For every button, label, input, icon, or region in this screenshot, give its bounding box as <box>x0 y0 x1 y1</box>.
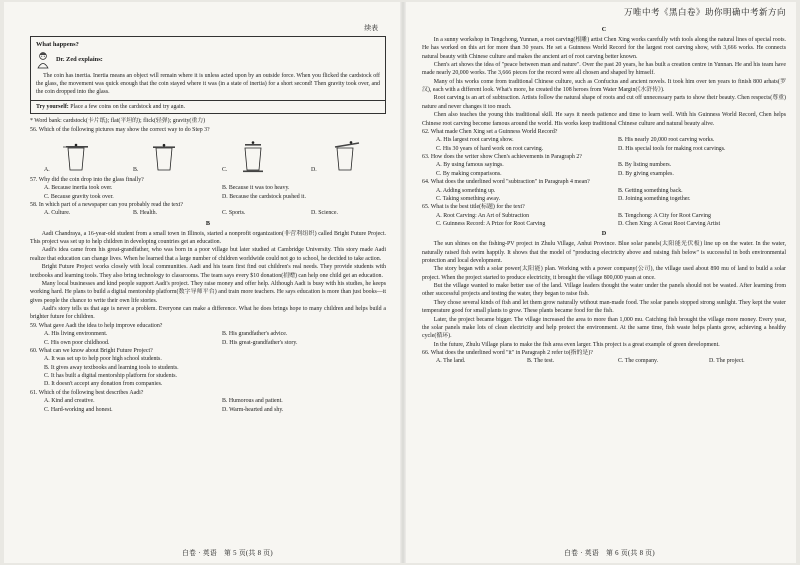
question-61: 61. Which of the following best describes Aadi? <box>30 389 144 396</box>
passage-c-paragraph: Root carving is an art of subtraction. Artists follow the natural shape of roots and cut off unnecessary parts to show their beauty. Chen respects(尊重) nature and never changes it too much. <box>422 95 786 110</box>
q66-option-d[interactable]: D. The project. <box>709 358 745 365</box>
continued-label: 续表 <box>364 25 378 32</box>
q63-options <box>422 161 786 178</box>
passage-d-paragraph: But the village wanted to make better use of the land. Village leaders thought the water under the panels should not be wasted. After learning from other successful projects and testing the water, they began to raise fish. <box>422 283 786 298</box>
q56-pictures <box>30 136 386 174</box>
option-label: C. <box>222 166 228 173</box>
q59-option-d[interactable]: D. His great-grandfather's story. <box>222 339 298 346</box>
q59-option-b[interactable]: B. His grandfather's advice. <box>222 331 288 338</box>
q65-option-a[interactable]: A. Root Carving: An Art of Subtraction <box>436 212 530 219</box>
option-label: D. <box>311 166 317 173</box>
q60-option-c[interactable]: C. It has built a digital mentorship platform for students. <box>44 373 178 380</box>
q66-options <box>422 357 786 365</box>
dr-zed-label: Dr. Zed explains: <box>56 56 103 64</box>
q58-option-b[interactable]: B. Health. <box>133 210 158 217</box>
q62-option-a[interactable]: A. His largest root carving show. <box>436 137 514 144</box>
question-56: 56. Which of the following pictures may show the correct way to do Step 3? <box>30 126 210 133</box>
q56-option-a[interactable] <box>30 140 119 174</box>
passage-b-paragraph: Aadi Chandraya, a 16-year-old student from a small town in Illinois, started a nonprofit organization(非营利组织) called Bright Future Project. This project was set up to help children in developing countries get an education. <box>30 230 386 246</box>
q61-option-b[interactable]: B. Humorous and patient. <box>222 398 283 405</box>
inertia-explanation: The coin has inertia. Inertia means an object will remain where it is unless acted upon by an outside force. When you flicked the cardstock off the glass, the movement was quick enough that the coin stayed where it was (in a state of inertia) for a short second! Then gravity took over, and the coin dropped into the glass. <box>36 72 380 96</box>
q62-option-c[interactable]: C. His 30 years of hard work on root carving. <box>436 145 544 152</box>
q57-option-c[interactable]: C. Because gravity took over. <box>44 193 114 200</box>
question-60: 60. What can we know about Bright Future Project? <box>30 347 153 354</box>
left-column <box>30 24 386 414</box>
q57-option-b[interactable]: B. Because it was too heavy. <box>222 185 290 192</box>
q64-options <box>422 187 786 204</box>
section-b-label: B <box>205 219 211 227</box>
page-6-footer: 白卷 · 英语 第 6 页(共 8 页) <box>564 550 655 557</box>
q58-option-a[interactable]: A. Culture. <box>44 210 71 217</box>
question-62: 62. What made Chen Xing set a Guinness World Record? <box>422 128 558 135</box>
q66-option-b[interactable]: B. The test. <box>527 358 555 365</box>
question-66: 66. What does the underlined word "it" in Paragraph 2 refer to(指的是)? <box>422 350 593 357</box>
q58-options <box>30 209 386 217</box>
box-title: What happens? <box>36 40 79 48</box>
q61-options <box>30 397 386 414</box>
try-yourself-line <box>31 100 385 113</box>
exam-sheet <box>4 2 796 563</box>
q58-option-d[interactable]: D. Science. <box>311 210 338 217</box>
q65-options <box>422 212 786 229</box>
q63-option-a[interactable]: A. By using famous sayings. <box>436 162 504 169</box>
q63-option-c[interactable]: C. By making comparisons. <box>436 170 502 177</box>
passage-d-paragraph: Later, the project became bigger. The village increased the area to more than 1,000 mu. Catching fish brought the village more money. Every year, the solar panels make lots of clean electricity and help protect the environment. At the same time, fish waste helps plants grow, achieving a healthy cycle(循环). <box>422 316 786 340</box>
q59-option-c[interactable]: C. His own poor childhood. <box>44 339 110 346</box>
passage-d-paragraph: The sun shines on the fishing-PV project in Zhulu Village, Anhui Province. Blue solar panels(太阳能光伏板) line up on the water. In the water, naturally raised fish swim happily. It shows that the model of "producing electricity above and raising fish below" is successful in both environmental protection and local development. <box>422 241 786 264</box>
passage-d-paragraph: In the future, Zhulu Village plans to make the fish area even larger. This project is a great example of green development. <box>433 341 720 348</box>
passage-b-paragraph: Aadi's idea came from his great-grandfather, who was born in a poor village but later studied at Cambridge University. This story made Aadi realize that education can change lives. When he learned that a large number of children worldwide could not go to school, he decided to take action. <box>30 247 386 262</box>
question-63: 63. How does the writer show Chen's achievements in Paragraph 2? <box>422 154 582 161</box>
passage-b-paragraph: Many local businesses and kind people support Aadi's project. They raise money and offer help. Although Aadi is busy with his studies, he keeps working hard. He plans to build a digital mentorship platform(数字导师平台) and train more teachers. He says education is more than just books—it gives people the chance to write their own life stories. <box>30 280 386 304</box>
q64-option-d[interactable]: D. Joining something together. <box>618 195 691 202</box>
try-label: Try yourself: <box>36 103 69 110</box>
q63-option-b[interactable]: B. By listing numbers. <box>618 162 672 169</box>
section-c-label: C <box>601 26 607 33</box>
right-column <box>422 24 786 366</box>
q65-option-d[interactable]: D. Chen Xing: A Great Root Carving Artist <box>618 221 721 228</box>
q58-option-c[interactable]: C. Sports. <box>222 210 246 217</box>
q57-option-d[interactable]: D. Because the cardstock pushed it. <box>222 193 306 200</box>
question-59: 59. What gave Aadi the idea to help improve education? <box>30 322 163 329</box>
q61-option-d[interactable]: D. Warm-hearted and shy. <box>222 406 284 413</box>
passage-d-paragraph: The story began with a solar power(太阳能) plan. Working with a power company(公司), the village used about 890 mu of land to build a solar project. When the project started to produce electricity, it brought the village 800,000 yuan at once. <box>422 266 786 281</box>
try-text: Place a few coins on the cardstock and try again. <box>70 103 186 110</box>
q57-option-a[interactable]: A. Because inertia took over. <box>44 185 113 192</box>
passage-c-paragraph: Chen also teaches the young this traditional skill. He says it needs patience and time to learn well. With his Guinness World Record, Chen helps Chinese root carving become famous around the world. His works keep traditional Chinese culture and natural beauty alive. <box>422 112 786 127</box>
experiment-box <box>30 36 386 115</box>
passage-b-paragraph: Aadi's story tells us that age is never a problem. Everyone can make a difference. What he does brings hope to many children and helps build a brighter future for children. <box>30 306 386 321</box>
q60-option-d[interactable]: D. It doesn't accept any donation from companies. <box>44 381 163 388</box>
q59-option-a[interactable]: A. His living environment. <box>44 331 108 338</box>
passage-c-paragraph: Many of his works come from traditional Chinese culture, such as Confucius and ancient novels. It took him over ten years to finish 800 arhats(罗汉), each with a different look. What's more, he created the 108 heroes from Water Margin(《水浒传》). <box>422 78 786 94</box>
glass-flick-side-icon <box>62 140 90 174</box>
q65-option-b[interactable]: B. Tengchong: A City for Root Carving <box>618 212 711 219</box>
passage-c-paragraph: Chen's art shows the idea of "peace between man and nature". Over the past 20 years, he has built a creation centre in Yunnan. He and his team have made nearly 20,000 works. The 3,666 pieces for the record were all chosen and shaped by himself. <box>422 61 786 77</box>
option-label: B. <box>133 166 139 173</box>
q56-option-d[interactable] <box>297 140 386 174</box>
option-label: A. <box>44 166 50 173</box>
question-57: 57. Why did the coin drop into the glass finally? <box>30 176 144 183</box>
q62-option-b[interactable]: B. His nearly 20,000 root carving works. <box>618 137 715 144</box>
q66-option-a[interactable]: A. The land. <box>436 358 466 365</box>
page-5-footer: 白卷 · 英语 第 5 页(共 8 页) <box>182 550 273 557</box>
glass-flat-card-icon <box>150 140 178 174</box>
q63-option-d[interactable]: D. By giving examples. <box>618 170 674 177</box>
q60-option-a[interactable]: A. It was set up to help poor high school students. <box>44 356 162 363</box>
scientist-icon <box>36 51 50 69</box>
question-65: 65. What is the best title(标题) for the text? <box>422 204 525 211</box>
section-d-label: D <box>601 230 607 238</box>
page-fold <box>400 2 406 563</box>
dr-zed-row <box>36 51 380 69</box>
header-slogan: 万唯中考《黑白卷》助你明确中考新方向 <box>623 7 786 17</box>
q56-option-b[interactable] <box>119 140 208 174</box>
glass-tilted-card-icon <box>329 140 361 174</box>
passage-d-paragraph: They chose several kinds of fish and let them grow naturally without man-made food. The solar panels stopped strong sunlight. They kept the water temperature good for small plants to grow. These plants became food for the fish. <box>422 299 786 315</box>
q65-option-c[interactable]: C. Guinness Record: A Prize for Root Carving <box>436 221 546 228</box>
q57-options <box>30 184 386 201</box>
q66-option-c[interactable]: C. The company. <box>618 358 659 365</box>
q64-option-b[interactable]: B. Getting something back. <box>618 187 683 194</box>
word-bank: * Word bank: cardstock(卡片纸); flat(平坦的); flick(轻弹); gravity(重力) <box>30 118 206 125</box>
q56-option-c[interactable] <box>208 140 297 174</box>
q64-option-a[interactable]: A. Adding something up. <box>436 187 496 194</box>
passage-b-paragraph: Bright Future Project works closely with local communities. Aadi and his team first find out children's real needs. They provide students with textbooks and learning tools. They also bring technology to classrooms. The team says every $10 donation(捐赠) can help one child get an education. <box>30 264 386 279</box>
q62-option-d[interactable]: D. His special tools for making root carvings. <box>618 145 726 152</box>
q61-option-a[interactable]: A. Kind and creative. <box>44 398 95 405</box>
question-64: 64. What does the underlined word "subtraction" in Paragraph 4 mean? <box>422 179 590 186</box>
passage-c-paragraph: In a sunny workshop in Tengchong, Yunnan, a root carving(根雕) artist Chen Xing works carefully with tools along the natural lines of special roots. He has worked on this art for more than 30 years. He set a Guinness World Record for the largest root carving show, with 3,666 works. He connects natural beauty with Chinese culture and makes the ancient art of root carving better known. <box>422 36 786 60</box>
q64-option-c[interactable]: C. Taking something away. <box>436 195 501 202</box>
glass-card-below-icon <box>239 140 267 174</box>
q59-options <box>30 330 386 347</box>
question-58: 58. In which part of a newspaper can you probably read the text? <box>30 202 183 209</box>
q61-option-c[interactable]: C. Hard-working and honest. <box>44 406 113 413</box>
q62-options <box>422 136 786 153</box>
q60-option-b[interactable]: B. It gives away textbooks and learning tools to students. <box>44 364 179 371</box>
